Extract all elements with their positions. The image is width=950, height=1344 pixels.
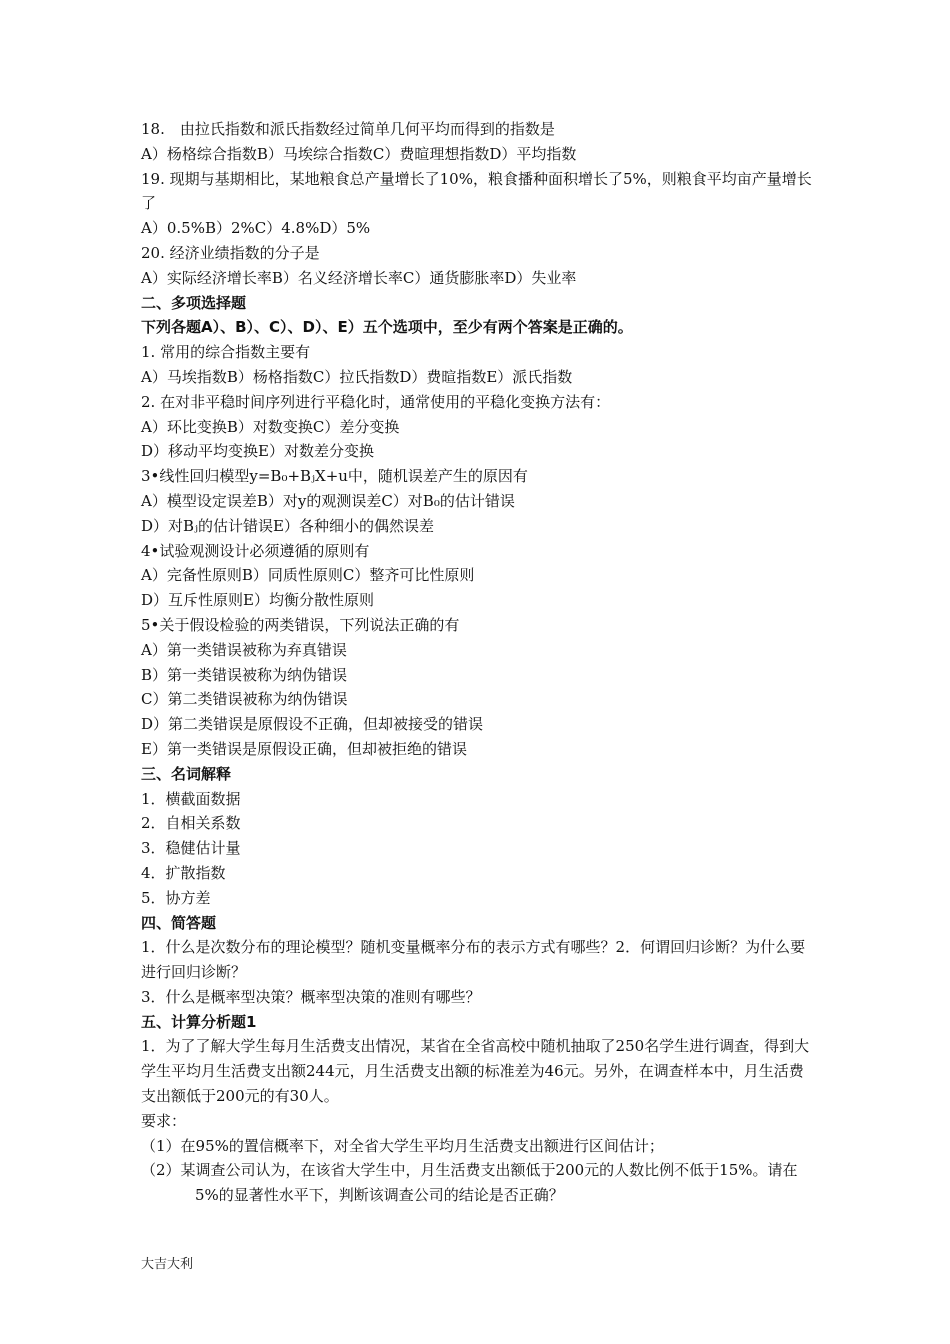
mc-question-5-option-d: D）第二类错误是原假设不正确，但却被接受的错误 [141, 715, 484, 734]
mc-question-1: 1. 常用的综合指数主要有 [141, 343, 311, 362]
mc-question-2: 2. 在对非平稳时间序列进行平稳化时，通常使用的平稳化变换方法有： [141, 392, 611, 411]
question-19: 19. 现期与基期相比，某地粮食总产量增长了10%，粮食播种面积增长了5%，则粮食平均亩产量增长了 [141, 169, 812, 213]
mc-question-5-option-a: A）第一类错误被称为弃真错误 [141, 640, 347, 659]
mc-question-5-option-b: B）第一类错误被称为纳伪错误 [141, 665, 348, 684]
requirements-label: 要求： [141, 1111, 187, 1130]
question-18: 18. 由拉氏指数和派氏指数经过简单几何平均而得到的指数是 [141, 120, 555, 138]
term-5: 5．协方差 [141, 888, 211, 907]
multiple-choice-instructions: 下列各题A）、B）、C）、D）、E）五个选项中，至少有两个答案是正确的。 [141, 318, 633, 337]
mc-question-3-options-b: D）对Bⱼ的估计错误E）各种细小的偶然误差 [141, 516, 434, 535]
mc-question-3-options-a: A）模型设定误差B）对y的观测误差C）对B₀的估计错误 [141, 491, 515, 510]
section-heading-terms: 三、名词解释 [141, 764, 232, 783]
mc-question-4-options-a: A）完备性原则B）同质性原则C）整齐可比性原则 [141, 566, 475, 585]
term-3: 3．稳健估计量 [141, 839, 241, 858]
term-4: 4．扩散指数 [141, 863, 226, 882]
question-19-options: A）0.5%B）2%C）4.8%D）5% [141, 219, 371, 238]
mc-question-1-options: A）马埃指数B）杨格指数C）拉氏指数D）费暄指数E）派氏指数 [141, 367, 573, 386]
requirement-1: （1）在95%的置信概率下，对全省大学生平均月生活费支出额进行区间估计； [141, 1136, 664, 1155]
mc-question-4: 4•试验观测设计必须遵循的原则有 [141, 541, 370, 560]
mc-question-4-options-b: D）互斥性原则E）均衡分散性原则 [141, 591, 374, 610]
mc-question-2-options-a: A）环比变换B）对数变换C）差分变换 [141, 417, 400, 436]
mc-question-3: 3•线性回归模型y=B₀+BⱼX+u中，随机误差产生的原因有 [141, 467, 528, 486]
short-answer-1-2: 1．什么是次数分布的理论模型？随机变量概率分布的表示方式有哪些？2．何谓回归诊断？为什么要进行回归诊断？ [141, 938, 806, 982]
footer-note: 大吉大利 [141, 1257, 194, 1272]
short-answer-3: 3．什么是概率型决策？概率型决策的准则有哪些？ [141, 987, 481, 1006]
mc-question-5-option-c: C）第二类错误被称为纳伪错误 [141, 690, 348, 709]
mc-question-5: 5•关于假设检验的两类错误，下列说法正确的有 [141, 615, 460, 634]
requirement-2: （2）某调查公司认为，在该省大学生中，月生活费支出额低于200元的人数比例不低于15%。请在5%的显著性水平下，判断该调查公司的结论是否正确？ [141, 1161, 798, 1205]
question-20: 20. 经济业绩指数的分子是 [141, 243, 320, 262]
section-heading-calculation: 五、计算分析题1 [141, 1012, 257, 1031]
question-20-options: A）实际经济增长率B）名义经济增长率C）通货膨胀率D）失业率 [141, 268, 577, 287]
term-1: 1．横截面数据 [141, 789, 241, 808]
question-18-options: A）杨格综合指数B）马埃综合指数C）费暄理想指数D）平均指数 [141, 144, 577, 163]
document-body [141, 117, 816, 1208]
mc-question-5-option-e: E）第一类错误是原假设正确，但却被拒绝的错误 [141, 739, 467, 758]
term-2: 2．自相关系数 [141, 814, 241, 833]
section-heading-short-answer: 四、简答题 [141, 913, 217, 932]
calculation-problem-1: 1．为了了解大学生每月生活费支出情况，某省在全省高校中随机抽取了250名学生进行调查，得到大学生平均月生活费支出额244元，月生活费支出额的标准差为46元。另外，在调查样本中，月生活费支出额低于200元的有30人。 [141, 1037, 810, 1106]
section-heading-multiple-choice: 二、多项选择题 [141, 293, 247, 312]
mc-question-2-options-b: D）移动平均变换E）对数差分变换 [141, 442, 374, 461]
